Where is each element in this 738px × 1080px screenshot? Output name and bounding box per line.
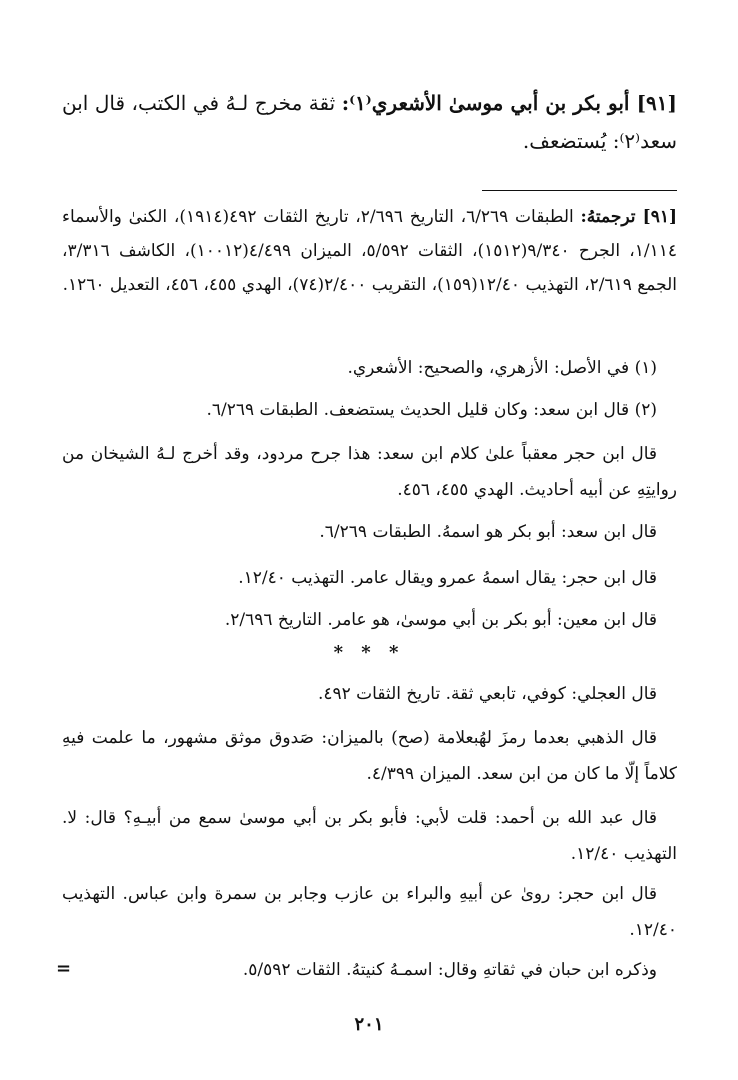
section-separator: * * * — [333, 642, 405, 663]
paragraph-ibn-saad-name: قال ابن سعد: أبو بكر هو اسمهُ. الطبقات ٦/٢٦٩. — [319, 522, 657, 542]
paragraph-text: قال عبد الله بن أحمد: قلت لأبي: فأبو بكر بن أبي موسىٰ سمع من أبيـهِ؟ قال: لا. التهذيب ١٢/٤٠. — [62, 808, 677, 864]
paragraph-text: قال الذهبي بعدما رمزَ لهُبعلامة (صح) بالميزان: صَدوق موثق مشهور، ما علمت فيهِ كلاماً إلّا ما كان من ابن سعد. الميزان ٤/٣٩٩. — [62, 728, 677, 784]
references-block — [62, 200, 677, 302]
paragraph-ijli: قال العجلي: كوفي، تابعي ثقة. تاريخ الثقات ٤٩٢. — [317, 684, 657, 704]
footnote-2: (٢) قال ابن سعد: وكان قليل الحديث يستضعف. الطبقات ٦/٢٦٩. — [206, 400, 657, 420]
paragraph-abdullah-ahmad — [62, 800, 677, 872]
paragraph-text: قال ابن حجر: روىٰ عن أبيهِ والبراء بن عازب وجابر بن سمرة وابن عباس. التهذيب ١٢/٤٠. — [62, 884, 677, 940]
references-heading: [٩١] ترجمتهُ: — [580, 207, 678, 227]
paragraph-ibn-hajar-narrators — [62, 876, 677, 948]
biography-entry — [62, 84, 677, 160]
paragraph-ibn-hajar-rebuttal — [62, 436, 677, 508]
entry-heading: [٩١] أبو بكر بن أبي موسىٰ الأشعري⁽١⁾: — [341, 91, 677, 115]
paragraph-ibn-main: قال ابن معين: أبو بكر بن أبي موسىٰ، هو عامر. التاريخ ٢/٦٩٦. — [224, 610, 657, 630]
footnote-divider — [482, 190, 677, 191]
paragraph-ibn-hajar-name: قال ابن حجر: يقال اسمهُ عمرو ويقال عامر. التهذيب ١٢/٤٠. — [238, 568, 657, 588]
paragraph-dhahabi — [62, 720, 677, 792]
paragraph-ibn-hibban: وذكره ابن حبان في ثقاتهِ وقال: اسمـهُ كنيتهُ. الثقات ٥/٥٩٢. — [242, 960, 657, 980]
footnote-1: (١) في الأصل: الأزهري، والصحيح: الأشعري. — [347, 358, 657, 378]
page-number: ٢٠١ — [354, 1014, 384, 1035]
continuation-mark: = — [56, 958, 72, 979]
references-text: الطبقات ٦/٢٦٩، التاريخ ٢/٦٩٦، تاريخ الثقات ٤٩٢(١٩١٤)، الكنىٰ والأسماء ١/١١٤، الجرح ٩/٣٤٠(١٥١٢)، الثقات ٥/٥٩٢، الميزان ٤/٤٩٩(١٠٠١٢)، الكاشف ٣/٣١٦، الجمع ٢/٦١٩، التهذيب ١٢/٤٠(١٥٩)، التقريب ٢/٤٠٠(٧٤)، الهدي ٤٥٥، ٤٥٦، التعديل ١٢٦٠. — [62, 207, 678, 295]
entry-text: ثقة مخرج لـهُ في الكتب، قال ابن سعد⁽٢⁾: يُستضعف. — [62, 91, 677, 153]
paragraph-text: قال ابن حجر معقباً علىٰ كلام ابن سعد: هذا جرح مردود، وقد أخرج لـهُ الشيخان من روايتِهِ عن أبيه أحاديث. الهدي ٤٥٥، ٤٥٦. — [62, 444, 677, 500]
